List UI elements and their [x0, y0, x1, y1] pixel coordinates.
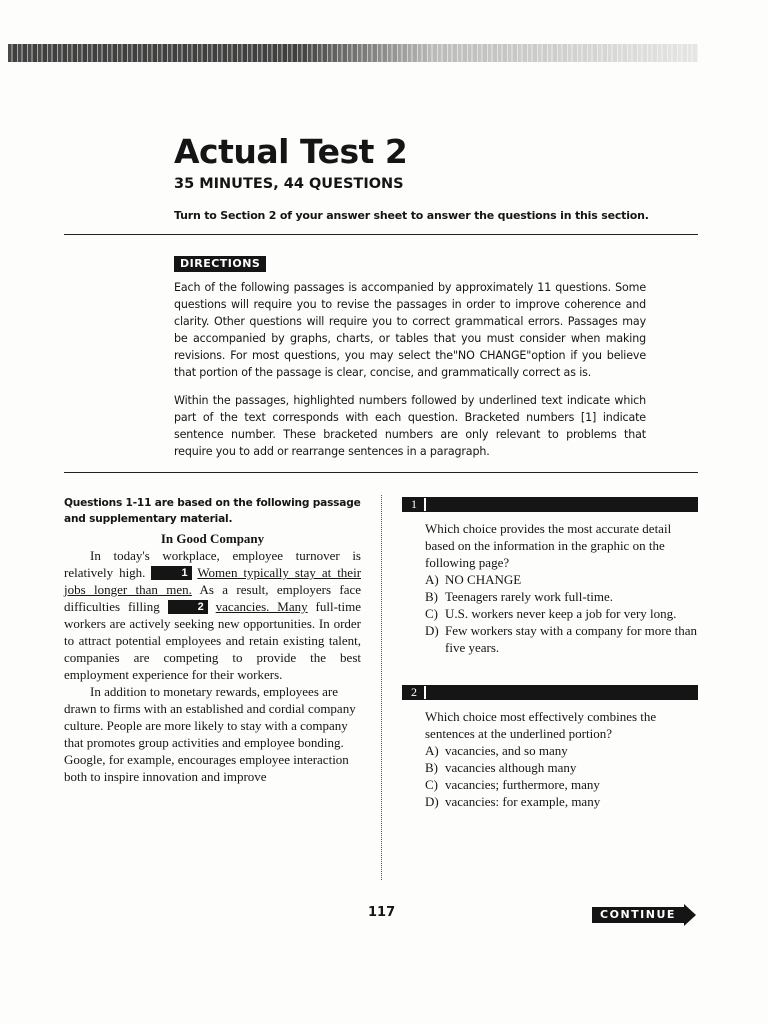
option-letter: C)	[425, 777, 438, 792]
underlined-portion-1: Women typically stay at their jobs longer than men.	[64, 565, 362, 597]
continue-button[interactable]	[592, 904, 700, 926]
option-letter: A)	[425, 572, 439, 587]
question-marker-2[interactable]: 2	[168, 600, 208, 614]
passage-paragraph-1	[64, 547, 361, 683]
option-letter: D)	[425, 623, 439, 638]
answer-option-a[interactable]	[425, 571, 700, 588]
passage-text: full-time workers are actively seeking new opportunities. In order to attract potential employees and retain existing talent, companies are competing to provide the best employment experience for their workers.	[64, 599, 362, 682]
question-2-bar	[402, 685, 698, 700]
question-number: 1	[404, 498, 426, 511]
continue-label: CONTINUE	[592, 907, 684, 923]
directions-divider-rule	[64, 472, 698, 473]
answer-option-b[interactable]	[425, 759, 700, 776]
arrow-right-icon	[684, 904, 696, 926]
page-subtitle: 35 MINUTES, 44 QUESTIONS	[174, 176, 404, 192]
answer-option-b[interactable]	[425, 588, 700, 605]
underlined-portion-2: vacancies. Many	[215, 599, 308, 614]
option-text: vacancies, and so many	[445, 743, 568, 758]
section-instruction: Turn to Section 2 of your answer sheet to answer the questions in this section.	[174, 209, 649, 222]
directions-label: DIRECTIONS	[174, 256, 266, 272]
option-text: Teenagers rarely work full-time.	[445, 589, 614, 604]
option-text: NO CHANGE	[445, 572, 522, 587]
question-1	[425, 520, 700, 656]
option-letter: B)	[425, 589, 438, 604]
option-text: Few workers stay with a company for more than five years.	[445, 623, 697, 655]
passage-body	[64, 530, 361, 785]
passage-heading: Questions 1-11 are based on the following passage and supplementary material.	[64, 497, 361, 525]
question-1-bar	[402, 497, 698, 512]
answer-option-c[interactable]	[425, 605, 700, 622]
passage-text: In today's workplace, employee turnover is relatively high.	[64, 548, 361, 580]
question-stem: Which choice most effectively combines the sentences at the underlined portion?	[425, 709, 657, 741]
top-divider-rule	[64, 234, 698, 235]
answer-option-d[interactable]	[425, 622, 700, 656]
directions-paragraph-2: Within the passages, highlighted numbers followed by underlined text indicate which part of the text corresponds with each question. Bracketed numbers [1] indicate sentence number. These bracketed numbers are only relevant to problems that require you to add or rearrange sentences in a paragraph.	[174, 394, 646, 458]
directions-paragraph-1: Each of the following passages is accompanied by approximately 11 questions. Some questions will require you to revise the passages in order to improve coherence and clarity. Other questions will require you to correct grammatical errors. Passages may be accompanied by graphs, charts, or tables that you must consider when making revisions. For most questions, you may select the"NO CHANGE"option if you believe that portion of the passage is clear, concise, and grammatically correct as is.	[174, 281, 646, 379]
option-letter: D)	[425, 794, 439, 809]
option-text: vacancies; furthermore, many	[445, 777, 600, 792]
page-title: Actual Test 2	[174, 132, 408, 171]
option-text: U.S. workers never keep a job for very long.	[445, 606, 677, 621]
option-letter: B)	[425, 760, 438, 775]
option-letter: A)	[425, 743, 439, 758]
scan-artifact-bar	[8, 44, 698, 62]
option-letter: C)	[425, 606, 438, 621]
answer-option-d[interactable]	[425, 793, 700, 810]
answer-options	[425, 742, 700, 810]
page-number: 117	[368, 905, 396, 920]
column-divider	[381, 495, 382, 880]
answer-option-c[interactable]	[425, 776, 700, 793]
answer-option-a[interactable]	[425, 742, 700, 759]
question-number: 2	[404, 686, 426, 699]
answer-options	[425, 571, 700, 656]
question-stem: Which choice provides the most accurate detail based on the information in the graphic on the following page?	[425, 521, 672, 570]
question-2	[425, 708, 700, 810]
option-text: vacancies: for example, many	[445, 794, 601, 809]
passage-title: In Good Company	[160, 531, 265, 546]
option-text: vacancies although many	[445, 760, 577, 775]
passage-paragraph-2: In addition to monetary rewards, employees are drawn to firms with an established and cordial company culture. People are more likely to stay with a company that promotes group activities and employee bonding. Google, for example, encourages employee interaction both to inspire innovation and improve	[64, 684, 356, 784]
question-marker-1[interactable]: 1	[151, 566, 191, 580]
passage-text: As a result, employers face difficulties filling	[64, 582, 361, 614]
